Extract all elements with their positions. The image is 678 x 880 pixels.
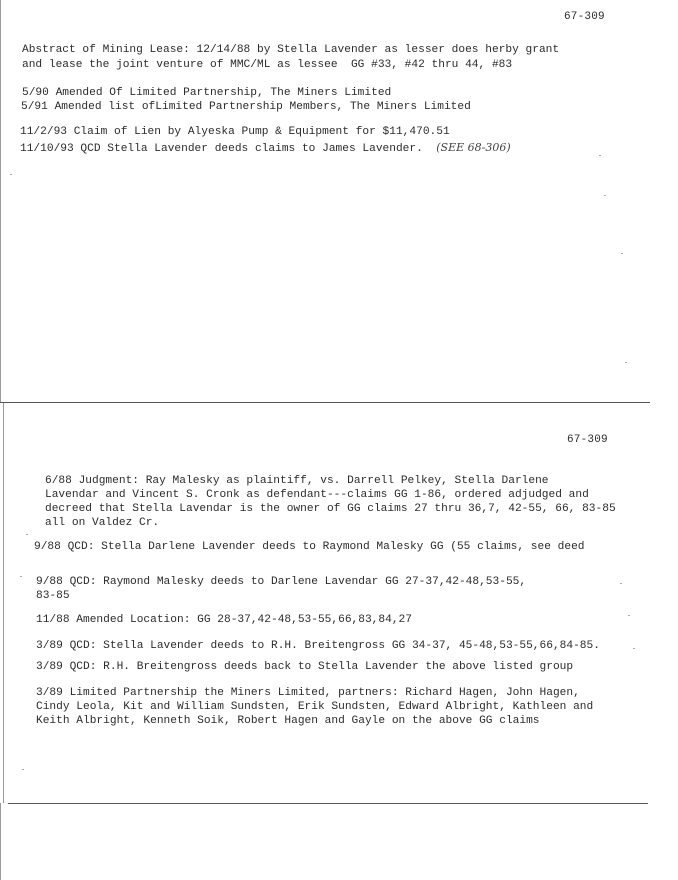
page-left-edge-lower — [0, 803, 1, 880]
entry-amended-partnership: 5/90 Amended Of Limited Partnership, The Miners Limited — [22, 87, 392, 99]
entry-qcd-james-lavender — [20, 141, 511, 156]
scan-speck — [628, 615, 630, 616]
scan-speck — [620, 583, 622, 584]
entry-judgment-line2: Lavendar and Vincent S. Cronk as defendant---claims GG 1-86, ordered adjudged and — [45, 489, 589, 501]
entry-limited-partnership-line3: Keith Albright, Kenneth Soik, Robert Hagen and Gayle on the above GG claims — [36, 715, 540, 727]
scan-speck — [633, 648, 635, 649]
card-left-edge — [3, 403, 4, 803]
entry-qcd-to-breitengross: 3/89 QCD: Stella Lavender deeds to R.H. Breitengross GG 34-37, 45-48,53-55,66,84-85. — [36, 640, 600, 652]
entry-judgment-line4: all on Valdez Cr. — [45, 517, 160, 529]
entry-amended-location: 11/88 Amended Location: GG 28-37,42-48,53-55,66,83,84,27 — [36, 614, 412, 626]
entry-limited-partnership-line1: 3/89 Limited Partnership the Miners Limited, partners: Richard Hagen, John Hagen, — [36, 687, 580, 699]
entry-qcd-to-lavendar-line1: 9/88 QCD: Raymond Malesky deeds to Darlene Lavendar GG 27-37,42-48,53-55, — [36, 576, 527, 588]
entry-qcd-to-lavendar-line2: 83-85 — [36, 590, 70, 602]
entry-amended-members: 5/91 Amended list ofLimited Partnership Members, The Miners Limited — [21, 101, 471, 113]
scan-speck — [20, 576, 22, 577]
card-number: 67-309 — [567, 434, 608, 446]
index-card-bottom — [0, 403, 678, 803]
scan-speck — [26, 534, 28, 535]
card-left-edge — [0, 0, 1, 403]
scan-speck — [10, 174, 12, 175]
scan-speck — [604, 195, 606, 196]
entry-limited-partnership-line2: Cindy Leola, Kit and William Sundsten, Erik Sundsten, Edward Albright, Kathleen and — [36, 701, 594, 713]
entry-mining-lease-line1: Abstract of Mining Lease: 12/14/88 by Stella Lavender as lesser does herby grant — [22, 44, 560, 56]
entry-qcd-text: 11/10/93 QCD Stella Lavender deeds claims to James Lavender. — [20, 143, 423, 155]
scan-speck — [625, 362, 627, 363]
entry-claim-of-lien: 11/2/93 Claim of Lien by Alyeska Pump & Equipment for $11,470.51 — [20, 126, 450, 138]
entry-qcd-to-malesky: 9/88 QCD: Stella Darlene Lavender deeds to Raymond Malesky GG (55 claims, see deed — [34, 541, 585, 553]
scan-speck — [599, 155, 601, 156]
entry-qcd-back-to-lavender: 3/89 QCD: R.H. Breitengross deeds back to Stella Lavender the above listed group — [36, 661, 574, 673]
entry-mining-lease-line2: and lease the joint venture of MMC/ML as lessee GG #33, #42 thru 44, #83 — [22, 59, 513, 71]
card-divider-bottom — [8, 803, 648, 804]
scan-speck — [22, 769, 24, 770]
handwritten-see-note: (SEE 68-306) — [436, 141, 511, 154]
entry-judgment-line3: decreed that Stella Lavendar is the owner of GG claims 27 thru 36,7, 42-55, 66, 83-85 — [45, 503, 616, 515]
card-number: 67-309 — [564, 11, 605, 23]
entry-judgment-line1: 6/88 Judgment: Ray Malesky as plaintiff, vs. Darrell Pelkey, Stella Darlene — [45, 475, 549, 487]
scan-speck — [621, 253, 623, 254]
index-card-top — [0, 0, 678, 403]
